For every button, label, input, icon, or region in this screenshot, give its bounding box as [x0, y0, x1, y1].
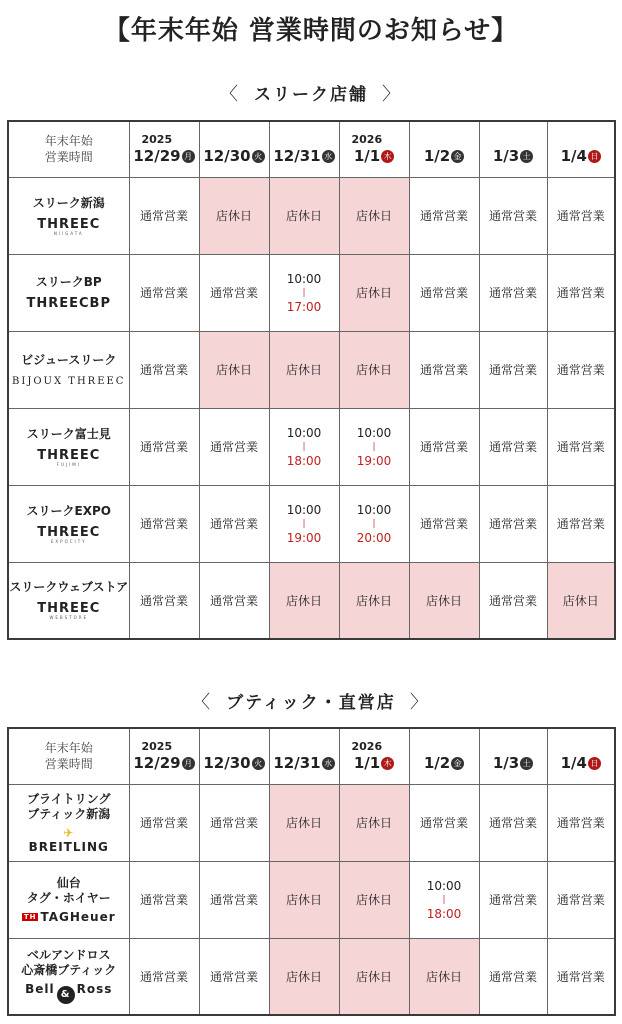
date-header — [129, 121, 199, 177]
year-label — [410, 133, 479, 146]
store-row — [8, 408, 615, 485]
date-text: 1/3 — [492, 753, 520, 772]
year-label: 2026 — [351, 739, 383, 753]
date-text: 1/3 — [492, 146, 520, 165]
end-time: 19:00 — [286, 530, 322, 545]
date-text: 12/31 — [273, 146, 321, 165]
store-row — [8, 938, 615, 1015]
brand-logo — [9, 910, 129, 924]
open-cell: 通常営業 — [199, 562, 269, 639]
end-time: 17:00 — [286, 299, 322, 314]
date-text: 1/4 — [560, 146, 587, 165]
open-cell: 通常営業 — [129, 562, 199, 639]
store-name-cell — [8, 784, 129, 861]
date-label — [548, 146, 615, 166]
open-cell: 通常営業 — [199, 861, 269, 938]
date-header — [269, 121, 339, 177]
end-time: 18:00 — [286, 453, 322, 468]
end-time: 19:00 — [356, 453, 392, 468]
open-cell: 通常営業 — [547, 408, 615, 485]
store-logo: THREEC — [37, 601, 101, 617]
date-header — [479, 728, 547, 784]
store-name: 心斎橋ブティック — [21, 963, 117, 978]
store-row — [8, 331, 615, 408]
open-cell: 通常営業 — [129, 784, 199, 861]
weekday-badge: 火 — [252, 757, 265, 770]
closed-cell: 店休日 — [339, 562, 409, 639]
tag-shield-icon: TH — [23, 912, 37, 921]
end-time: 18:00 — [426, 906, 462, 921]
open-cell: 通常営業 — [479, 784, 547, 861]
time-separator: | — [302, 441, 306, 452]
date-label — [270, 753, 339, 773]
store-name: ブライトリング — [27, 791, 111, 806]
date-label — [410, 753, 479, 773]
store-row — [8, 254, 615, 331]
date-label — [200, 753, 269, 773]
header-row — [8, 121, 615, 177]
start-time: 10:00 — [286, 502, 322, 517]
close-bracket: 〉 — [382, 84, 402, 105]
date-text: 12/31 — [273, 753, 321, 772]
schedule-table-threec — [7, 120, 616, 640]
time-separator: | — [302, 287, 306, 298]
date-label — [130, 753, 199, 773]
store-row — [8, 485, 615, 562]
open-cell: 通常営業 — [199, 408, 269, 485]
year-label — [548, 740, 615, 753]
closed-cell: 店休日 — [409, 562, 479, 639]
section-heading-threec — [0, 80, 622, 106]
open-cell: 通常営業 — [409, 408, 479, 485]
open-cell: 通常営業 — [479, 861, 547, 938]
store-logo: BIJOUX THREEC — [12, 375, 126, 387]
date-text: 1/1 — [353, 753, 381, 772]
open-cell: 通常営業 — [479, 254, 547, 331]
start-time: 10:00 — [286, 271, 322, 286]
open-cell: 通常営業 — [129, 331, 199, 408]
store-row — [8, 861, 615, 938]
open-cell: 通常営業 — [479, 331, 547, 408]
date-label — [130, 146, 199, 166]
open-cell: 通常営業 — [409, 331, 479, 408]
open-cell: 通常営業 — [129, 861, 199, 938]
weekday-badge: 水 — [322, 150, 335, 163]
hours-cell — [339, 408, 409, 485]
weekday-badge: 水 — [322, 757, 335, 770]
store-logo: THREEC — [37, 216, 101, 232]
store-name-cell — [8, 254, 129, 331]
closed-cell: 店休日 — [339, 784, 409, 861]
date-label — [480, 146, 547, 166]
date-header — [129, 728, 199, 784]
date-label — [340, 753, 409, 773]
open-cell: 通常営業 — [547, 938, 615, 1015]
section-heading-boutique — [0, 688, 622, 714]
date-label — [480, 753, 547, 773]
open-cell: 通常営業 — [129, 938, 199, 1015]
time-separator: | — [372, 518, 376, 529]
year-label — [480, 740, 547, 753]
open-cell: 通常営業 — [409, 784, 479, 861]
store-logo-sub: EXPOCITY — [50, 538, 87, 544]
section-heading-text: スリーク店舗 — [254, 85, 368, 105]
weekday-badge: 火 — [252, 150, 265, 163]
date-text: 1/1 — [353, 146, 381, 165]
year-label — [548, 133, 615, 146]
open-cell: 通常営業 — [409, 254, 479, 331]
weekday-badge: 木 — [381, 150, 394, 163]
date-header — [547, 728, 615, 784]
store-name-cell — [8, 177, 129, 254]
year-label — [480, 133, 547, 146]
store-name: スリークBP — [35, 274, 102, 289]
start-time: 10:00 — [356, 425, 392, 440]
year-label: 2025 — [141, 739, 173, 753]
open-cell: 通常営業 — [129, 254, 199, 331]
hours-cell — [269, 254, 339, 331]
date-header — [339, 728, 409, 784]
open-cell: 通常営業 — [479, 177, 547, 254]
store-name-cell — [8, 485, 129, 562]
date-label — [340, 146, 409, 166]
open-cell: 通常営業 — [547, 254, 615, 331]
store-name: ビジュースリーク — [21, 352, 117, 367]
brand-logo-text: TAGHeuer — [40, 909, 116, 924]
date-header — [269, 728, 339, 784]
end-time: 20:00 — [356, 530, 392, 545]
open-cell: 通常営業 — [129, 485, 199, 562]
start-time: 10:00 — [286, 425, 322, 440]
date-text: 1/4 — [560, 753, 587, 772]
open-cell: 通常営業 — [547, 177, 615, 254]
closed-cell: 店休日 — [339, 331, 409, 408]
date-text: 12/30 — [203, 753, 251, 772]
date-text: 12/29 — [133, 753, 181, 772]
store-logo-sub: FUJIMI — [56, 461, 81, 467]
store-name-cell — [8, 331, 129, 408]
year-label: 2025 — [141, 132, 173, 146]
closed-cell: 店休日 — [269, 331, 339, 408]
corner-line1: 年末年始 — [44, 741, 93, 756]
open-cell: 通常営業 — [479, 485, 547, 562]
year-label — [200, 133, 269, 146]
date-text: 1/2 — [423, 753, 451, 772]
store-row — [8, 177, 615, 254]
store-name: ベルアンドロス — [26, 948, 111, 963]
hours-cell — [339, 485, 409, 562]
weekday-badge: 月 — [182, 757, 195, 770]
store-logo-sub: WEBSTORE — [49, 615, 89, 621]
closed-cell: 店休日 — [269, 861, 339, 938]
open-cell: 通常営業 — [409, 485, 479, 562]
closed-cell: 店休日 — [269, 938, 339, 1015]
store-name: スリーク新潟 — [32, 195, 105, 210]
date-header — [339, 121, 409, 177]
open-cell: 通常営業 — [199, 784, 269, 861]
store-name: タグ・ホイヤー — [26, 890, 111, 905]
closed-cell: 店休日 — [269, 784, 339, 861]
year-label — [410, 740, 479, 753]
date-label — [548, 753, 615, 773]
brand-logo — [9, 982, 129, 1004]
store-name-cell — [8, 562, 129, 639]
open-cell: 通常営業 — [129, 177, 199, 254]
weekday-badge: 土 — [520, 150, 533, 163]
store-logo: THREEC — [37, 447, 101, 463]
store-name: スリークウェブストア — [9, 580, 129, 595]
breitling-wings-icon: ✈ — [63, 825, 75, 840]
date-label — [270, 146, 339, 166]
date-label — [200, 146, 269, 166]
open-cell: 通常営業 — [199, 485, 269, 562]
year-label — [270, 133, 339, 146]
open-cell: 通常営業 — [129, 408, 199, 485]
ampersand-icon: & — [57, 986, 75, 1004]
date-header — [547, 121, 615, 177]
hours-cell — [269, 408, 339, 485]
corner-label — [8, 728, 129, 784]
closed-cell: 店休日 — [339, 861, 409, 938]
open-cell: 通常営業 — [199, 254, 269, 331]
year-label: 2026 — [351, 132, 383, 146]
corner-line1: 年末年始 — [44, 134, 93, 149]
time-separator: | — [372, 441, 376, 452]
date-header — [199, 728, 269, 784]
year-label — [200, 740, 269, 753]
corner-line2: 営業時間 — [44, 757, 93, 772]
year-label — [270, 740, 339, 753]
weekday-badge: 日 — [588, 757, 601, 770]
time-separator: | — [442, 894, 446, 905]
corner-line2: 営業時間 — [44, 150, 93, 165]
closed-cell: 店休日 — [339, 938, 409, 1015]
store-row — [8, 562, 615, 639]
open-cell: 通常営業 — [547, 861, 615, 938]
weekday-badge: 金 — [451, 757, 464, 770]
closed-cell: 店休日 — [199, 177, 269, 254]
header-row — [8, 728, 615, 784]
schedule-table-boutique — [7, 727, 616, 1016]
date-header — [409, 121, 479, 177]
closed-cell: 店休日 — [547, 562, 615, 639]
store-name-cell — [8, 938, 129, 1015]
date-text: 12/30 — [203, 146, 251, 165]
weekday-badge: 月 — [182, 150, 195, 163]
date-label — [410, 146, 479, 166]
start-time: 10:00 — [356, 502, 392, 517]
hours-cell — [269, 485, 339, 562]
store-row — [8, 784, 615, 861]
store-name: スリークEXPO — [26, 503, 111, 518]
start-time: 10:00 — [426, 878, 462, 893]
store-logo-sub: NIIGATA — [53, 230, 84, 236]
store-name-cell — [8, 408, 129, 485]
corner-label — [8, 121, 129, 177]
brand-logo — [9, 826, 129, 854]
store-name: ブティック新潟 — [27, 806, 111, 821]
date-header — [409, 728, 479, 784]
store-logo: THREEC — [37, 524, 101, 540]
brand-logo-text: BREITLING — [28, 839, 109, 854]
open-cell: 通常営業 — [479, 938, 547, 1015]
open-cell: 通常営業 — [479, 408, 547, 485]
date-text: 1/2 — [423, 146, 451, 165]
closed-cell: 店休日 — [269, 562, 339, 639]
date-header — [199, 121, 269, 177]
hours-cell — [409, 861, 479, 938]
close-bracket: 〉 — [409, 692, 430, 713]
date-text: 12/29 — [133, 146, 181, 165]
section-heading-text: ブティック・直営店 — [226, 693, 396, 713]
open-bracket: 〈 — [192, 692, 213, 713]
weekday-badge: 日 — [588, 150, 601, 163]
store-logo: THREECBP — [26, 295, 111, 311]
weekday-badge: 木 — [381, 757, 394, 770]
page-title: 【年末年始 営業時間のお知らせ】 — [103, 16, 519, 46]
store-name-cell — [8, 861, 129, 938]
date-header — [479, 121, 547, 177]
time-separator: | — [302, 518, 306, 529]
closed-cell: 店休日 — [339, 254, 409, 331]
weekday-badge: 金 — [451, 150, 464, 163]
closed-cell: 店休日 — [269, 177, 339, 254]
open-cell: 通常営業 — [547, 485, 615, 562]
closed-cell: 店休日 — [199, 331, 269, 408]
open-cell: 通常営業 — [199, 938, 269, 1015]
weekday-badge: 土 — [520, 757, 533, 770]
brand-logo-text: Bell — [25, 982, 55, 997]
open-cell: 通常営業 — [409, 177, 479, 254]
open-cell: 通常営業 — [547, 784, 615, 861]
store-name: 仙台 — [56, 875, 81, 890]
closed-cell: 店休日 — [339, 177, 409, 254]
store-name: スリーク富士見 — [26, 426, 111, 441]
open-bracket: 〈 — [220, 84, 240, 105]
open-cell: 通常営業 — [479, 562, 547, 639]
closed-cell: 店休日 — [409, 938, 479, 1015]
brand-logo-text: Ross — [76, 982, 113, 997]
open-cell: 通常営業 — [547, 331, 615, 408]
